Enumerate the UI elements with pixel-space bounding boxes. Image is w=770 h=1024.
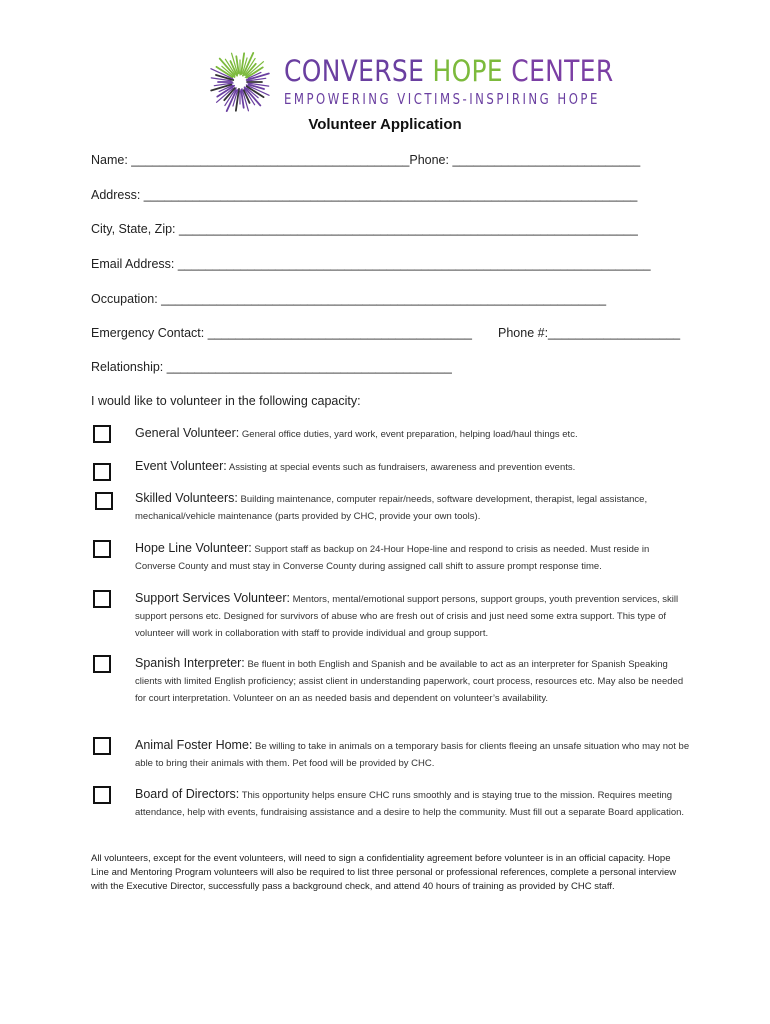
general-volunteer-checkbox[interactable]	[93, 425, 111, 443]
animal-foster-home-checkbox[interactable]	[93, 737, 111, 755]
relationship-field[interactable]: Relationship: _________________________________________	[91, 360, 452, 374]
capacity-desc: Be willing to take in animals on a temporary basis for clients fleeing an unsafe situation who may not be able to bring their animals with them. Pet food will be provided by CHC.	[135, 741, 690, 769]
capacity-desc: This opportunity helps ensure CHC runs smoothly and is staying true to the mission. Requires meeting attendance, help with events, fundraising assistance and a desire to help the community. Must fill out a separate Board application.	[135, 790, 685, 818]
document-title: Volunteer Application	[308, 116, 462, 133]
emergency-phone-field[interactable]: Phone #:___________________	[498, 326, 681, 340]
sunburst-logo-icon	[204, 44, 276, 116]
capacity-title: Hope Line Volunteer:	[135, 541, 252, 555]
capacity-title: Event Volunteer:	[135, 459, 227, 473]
capacity-title: Board of Directors:	[135, 787, 240, 801]
occupation-field[interactable]: Occupation: ________________________________________________________________	[91, 292, 607, 306]
capacity-title: Animal Foster Home:	[135, 738, 253, 752]
spanish-interpreter-checkbox[interactable]	[93, 655, 111, 673]
capacity-desc: Be fluent in both English and Spanish and be available to act as an interpreter for Spanish Speaking clients with limited English proficiency; assist client in understanding paperwork, court process, resources etc. May also be needed for court interpretation. Volunteer on an as needed basis and dependent on volunteer’s availability.	[135, 659, 684, 704]
event-volunteer-checkbox[interactable]	[93, 463, 111, 481]
capacity-desc: Building maintenance, computer repair/needs, software development, therapist, legal assistance, mechanical/vehicle maintenance (parts provided by CHC, provide your own tools).	[135, 494, 648, 522]
capacity-desc: Mentors, mental/emotional support persons, support groups, youth prevention services, skill support persons etc. Designed for survivors of abuse who are fresh out of crisis and just need some extra support. This type of volunteer will work in collaboration with staff to provide individual and group support.	[135, 594, 679, 639]
capacity-title: Skilled Volunteers:	[135, 491, 238, 505]
capacity-title: Spanish Interpreter:	[135, 656, 245, 670]
skilled-volunteers-checkbox[interactable]	[95, 492, 113, 510]
capacity-title: General Volunteer:	[135, 426, 240, 440]
capacity-heading: I would like to volunteer in the following capacity:	[91, 394, 361, 408]
footer-note: All volunteers, except for the event volunteers, will need to sign a confidentiality agreement before volunteer is in an official capacity. Hope Line and Mentoring Program volunteers will also be required to list three personal or professional references, complete a personal interview with the Executive Director, successfully pass a background check, and attend 40 hours of training as provided by CHC staff.	[91, 853, 677, 892]
converse-hope-center-logo	[204, 44, 614, 116]
address-field[interactable]: Address: _______________________________________________________________________	[91, 188, 638, 202]
support-services-volunteer-checkbox[interactable]	[93, 590, 111, 608]
capacity-desc: Support staff as backup on 24-Hour Hope-line and respond to crisis as needed. Must reside in Converse County and must stay in Converse County during assigned call shift to assure prompt response time.	[135, 544, 650, 572]
emergency-contact-field[interactable]: Emergency Contact: ______________________________________	[91, 326, 472, 340]
hope-line-volunteer-checkbox[interactable]	[93, 540, 111, 558]
board-of-directors-checkbox[interactable]	[93, 786, 111, 804]
logo-title: CONVERSE HOPE CENTER	[284, 54, 614, 88]
city-state-zip-field[interactable]: City, State, Zip: __________________________________________________________________	[91, 222, 638, 236]
capacity-title: Support Services Volunteer:	[135, 591, 290, 605]
email-field[interactable]: Email Address: ____________________________________________________________________	[91, 257, 651, 271]
capacity-desc: General office duties, yard work, event preparation, helping load/haul things etc.	[241, 429, 578, 440]
logo-tagline: EMPOWERING VICTIMS-INSPIRING HOPE	[284, 90, 600, 108]
name-phone-field[interactable]: Name: ________________________________________Phone: ___________________________	[91, 153, 641, 167]
capacity-desc: Assisting at special events such as fundraisers, awareness and prevention events.	[228, 462, 576, 473]
